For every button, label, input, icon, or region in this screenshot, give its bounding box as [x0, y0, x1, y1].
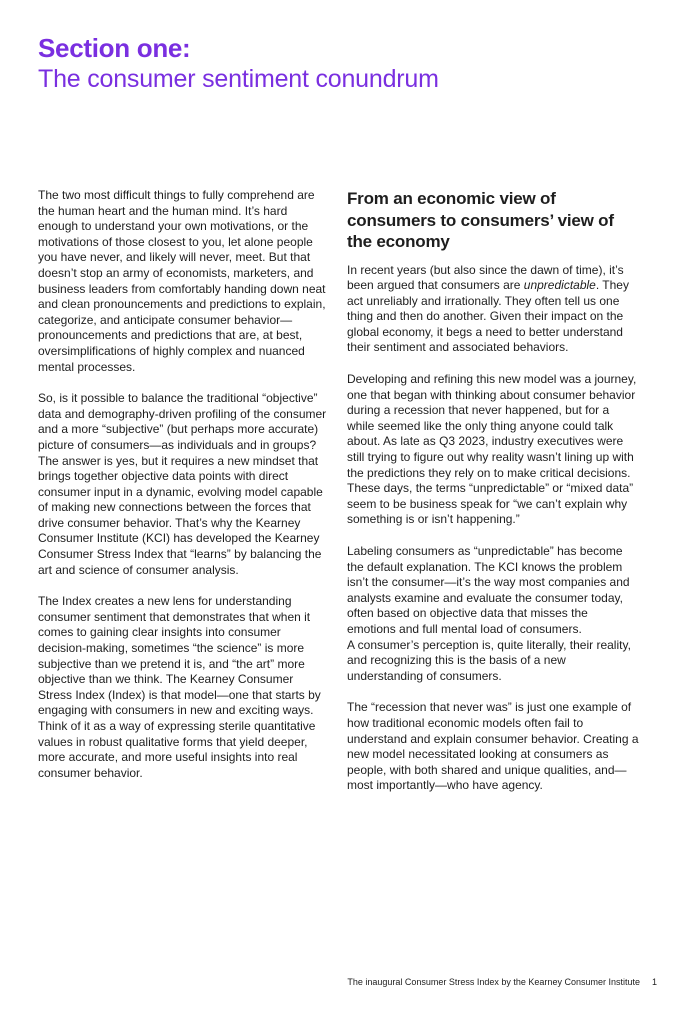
- body-paragraph: The “recession that never was” is just one example of how traditional economic models often fail to understand and explain consumer behavior. Creating a new model necessitated looking at consumers as people, with both shared and unique qualities, and—most importantly—who have agency.: [347, 700, 639, 793]
- page-number: 1: [651, 977, 657, 987]
- section-title: The consumer sentiment conundrum: [38, 65, 439, 93]
- emphasis-text: unpredictable: [523, 278, 596, 293]
- left-column: [38, 188, 330, 797]
- subsection-heading: From an economic view of consumers to consumers’ view of the economy: [347, 189, 614, 251]
- text-run: Labeling consumers as “unpredictable” has become the default explanation. The KCI knows the problem isn’t the consumer—it’s the way most companies and analysts examine and evaluate the consumer today, often based on objective data that misses the emotions and full mental load of consumers.: [347, 544, 630, 636]
- section-label: Section one:: [38, 33, 191, 63]
- body-paragraph: [347, 544, 639, 684]
- right-column: [347, 188, 639, 810]
- text-run: . They act unreliably and irrationally. They often tell us one thing and then do another. Given their impact on the global economy, it begs a need to better understand their sentiment and associated behaviors.: [347, 278, 629, 355]
- text-run: In recent years (but also since the dawn of time), it’s been argued that consumers are: [347, 262, 624, 293]
- body-paragraph: [347, 263, 639, 357]
- body-paragraph: So, is it possible to balance the traditional “objective” data and demography-driven profiling of the consumer and a more “subjective” (but perhaps more accurate) picture of consumers—as individuals and in groups? The answer is yes, but it requires a new mindset that brings together objective data points with direct consumer input in a dynamic, evolving model capable of making new connections between the forces that drive consumer behavior. That’s why the Kearney Consumer Institute (KCI) has developed the Kearney Consumer Stress Index that “learns” by balancing the art and science of consumer analysis.: [38, 391, 327, 577]
- body-paragraph: Developing and refining this new model was a journey, one that began with thinking about consumer behavior during a recession that never happened, but for a while seemed like the only thing anyone could talk about. As late as Q3 2023, industry executives were still trying to figure out why reality wasn’t lining up with the predictions they rely on to make critical decisions. These days, the terms “unpredictable” or “mixed data” seem to be business speak for “we can’t explain why something is or isn’t happening.”: [347, 372, 637, 527]
- body-paragraph: The Index creates a new lens for understanding consumer sentiment that demonstrates that when it comes to gaining clear insights into consumer decision-making, sometimes “the science” is more subjective than we pretend it is, and “the art” more objective than we think. The Kearney Consumer Stress Index (Index) is that model—one that starts by engaging with consumers in new and exciting ways. Think of it as a way of expressing sterile quantitative values in robust qualitative forms that yield deeper, more accurate, and more useful insights into real consumer behavior.: [38, 594, 321, 780]
- footer-text: The inaugural Consumer Stress Index by the Kearney Consumer Institute: [347, 977, 640, 987]
- text-run: A consumer’s perception is, quite literally, their reality, and recognizing this is the basis of a new understanding of consumers.: [347, 637, 631, 683]
- page-footer: [347, 976, 657, 988]
- body-paragraph: The two most difficult things to fully comprehend are the human heart and the human mind. It’s hard enough to understand your own motivations, or the motivations of those closest to you, let alone people you have never, and likely will never, meet. But that doesn’t stop an army of economists, marketers, and business leaders from comfortably handing down neat and clean pronouncements and predictions to explain, categorize, and anticipate consumer behavior—pronouncements and predictions that are, at best, oversimplifications of highly complex and nuanced mental processes.: [38, 188, 326, 374]
